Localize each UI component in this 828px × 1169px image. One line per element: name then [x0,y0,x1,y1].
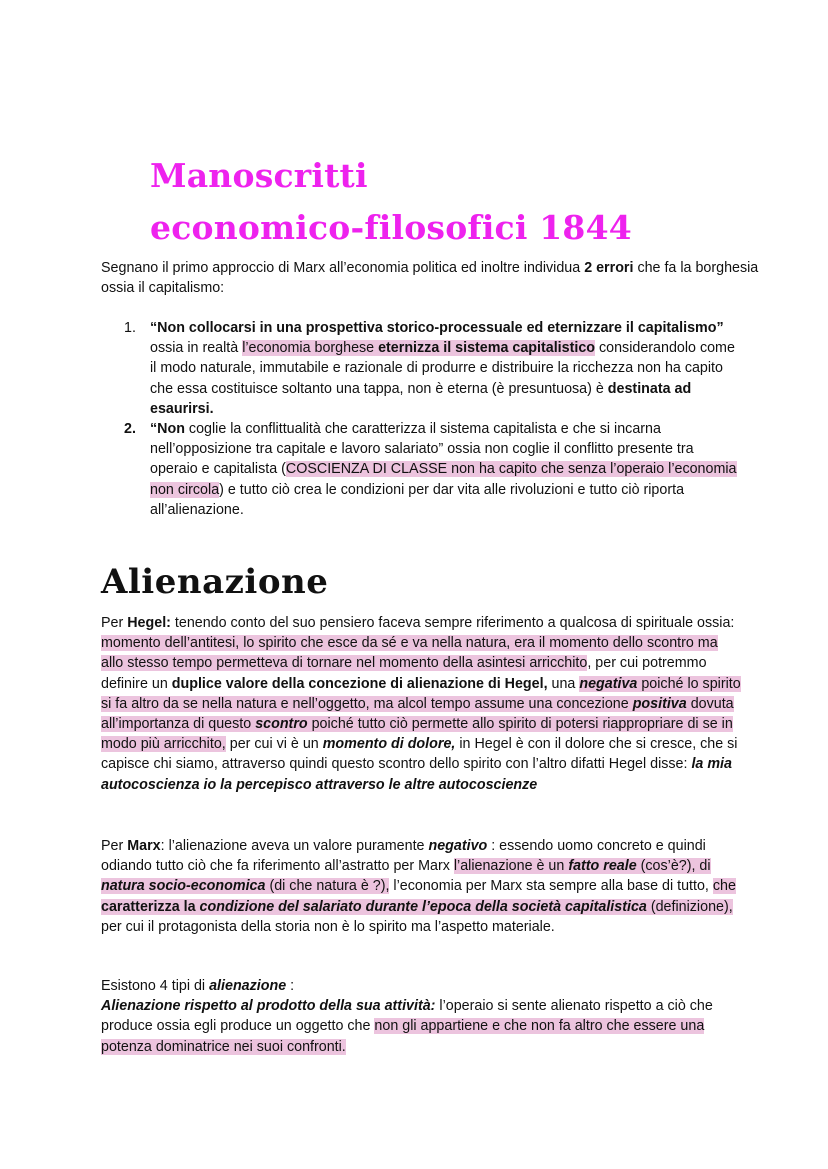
list-text: ) e tutto ciò crea le condizioni per dar vita alle rivoluzioni e tutto ciò riporta all’alienazione. [150,481,685,518]
list-number: 1. [124,320,136,336]
highlight-bold-italic: condizione del salariato durante l’epoca della società capitalistica [199,898,647,915]
highlight-bold-italic: natura socio-economica [101,878,266,895]
highlight: che [712,878,736,895]
intro-text-2: che fa la borghesia ossia il capitalismo: [101,260,759,297]
list-text: coglie la conflittualità che caratterizza il sistema capitalista e che si incarna nell’opposizione tra capitale e lavoro salariato” ossia non coglie il conflitto presente tra operaio e capitalista ( [150,421,694,478]
highlight-bold-italic: fatto reale [568,858,637,875]
highlight: poiché tutto ciò permette allo spirito di potersi riappropriare di se in modo più arricchito, [101,716,733,753]
highlight-bold-italic: negativa [579,675,638,692]
intro-text: Segnano il primo approccio di Marx all’economia politica ed inoltre individua [101,260,585,276]
highlight: poiché lo spirito si fa altro da se nella natura e nell’oggetto, ma alcol tempo assume una concezione [101,675,741,712]
text: , per cui potremmo definire un [101,655,707,692]
title-line-2: economico-filosofici 1844 [150,208,632,247]
text: in Hegel è con il dolore che si cresce, che si capisce chi siamo, attraverso quindi questo scontro dello spirito con l’altro difatti Hegel disse: [101,736,738,773]
highlight: (definizione), [646,898,733,915]
list-bold: “Non [150,421,185,438]
text: tenendo conto del suo pensiero faceva sempre riferimento a qualcosa di spirituale ossia: [170,615,735,631]
bold-italic: alienazione [209,978,287,994]
errors-list [101,318,741,520]
highlight: l’alienazione è un [453,858,569,875]
tipi-paragraph [101,976,741,1057]
highlight-bold: caratterizza la [101,898,200,915]
highlight: (cos’è?), di [636,858,711,875]
highlight: momento dell’antitesi, lo spirito che esce da sé e va nella natura, era il momento dello scontro ma allo stesso tempo permetteva di tornare nel momento della asintesi arricchito [101,635,718,672]
bold: Marx [127,838,161,854]
list-text: ossia in realtà [150,340,243,357]
highlight-bold-italic: positiva [632,695,687,712]
page-title [150,150,770,254]
text: : [286,978,295,994]
highlight-bold-italic: scontro [255,716,308,733]
text: una [547,675,580,692]
text: per cui il protagonista della storia non è lo spirito ma l’aspetto materiale. [101,918,555,935]
text: Per [101,615,128,631]
list-bold: “Non collocarsi in una prospettiva storico-processuale ed eternizzare il capitalismo” [150,320,724,336]
highlight: COSCIENZA DI CLASSE non ha capito che senza l’operaio l’economia non circola [150,461,737,498]
text: : essendo uomo concreto e quindi odiando tutto ciò che fa riferimento all’astratto per Marx [101,838,706,875]
section-heading: Alienazione [101,562,329,602]
bold-italic: la mia autocoscienza io la percepisco attraverso le altre autocoscienze [101,756,732,793]
list-item [101,318,741,419]
text: l’operaio si sente alienato rispetto a ciò che produce ossia egli produce un oggetto che [101,998,713,1035]
highlight-bold: eternizza il sistema capitalistico [378,340,596,357]
list-text: considerandolo come il modo naturale, immutabile e razionale di produrre e distribuire la ricchezza non ha capito che essa costituisce soltanto una tappa, non è eterna (è presuntuosa) è [150,340,735,397]
text: Per [101,838,128,854]
hegel-paragraph [101,613,741,795]
text: per cui vi è un [225,736,323,753]
highlight: l’economia borghese [242,340,379,357]
text: Esistono 4 tipi di [101,978,210,994]
highlight: (di che natura è ?), [265,878,390,895]
marx-paragraph [101,836,741,937]
bold-italic: negativo [428,838,488,854]
list-number: 2. [124,421,136,438]
bold: Hegel: [127,615,171,631]
list-bold: destinata ad esaurirsi. [150,380,692,417]
intro-paragraph [101,258,761,298]
bold-italic: momento di dolore, [322,736,456,753]
text: : l’alienazione aveva un valore puramente [160,838,429,854]
text: l’economia per Marx sta sempre alla base di tutto, [389,878,713,895]
highlight: non gli appartiene e che non fa altro che essere una potenza dominatrice nei suoi confronti. [101,1018,705,1055]
intro-bold: 2 errori [584,260,634,276]
bold: duplice valore della concezione di alienazione di Hegel, [171,675,548,692]
bold-italic: Alienazione rispetto al prodotto della sua attività: [101,998,436,1015]
list-item [101,419,741,520]
highlight: dovuta all’importanza di questo [101,695,734,733]
title-line-1: Manoscritti [150,156,368,195]
